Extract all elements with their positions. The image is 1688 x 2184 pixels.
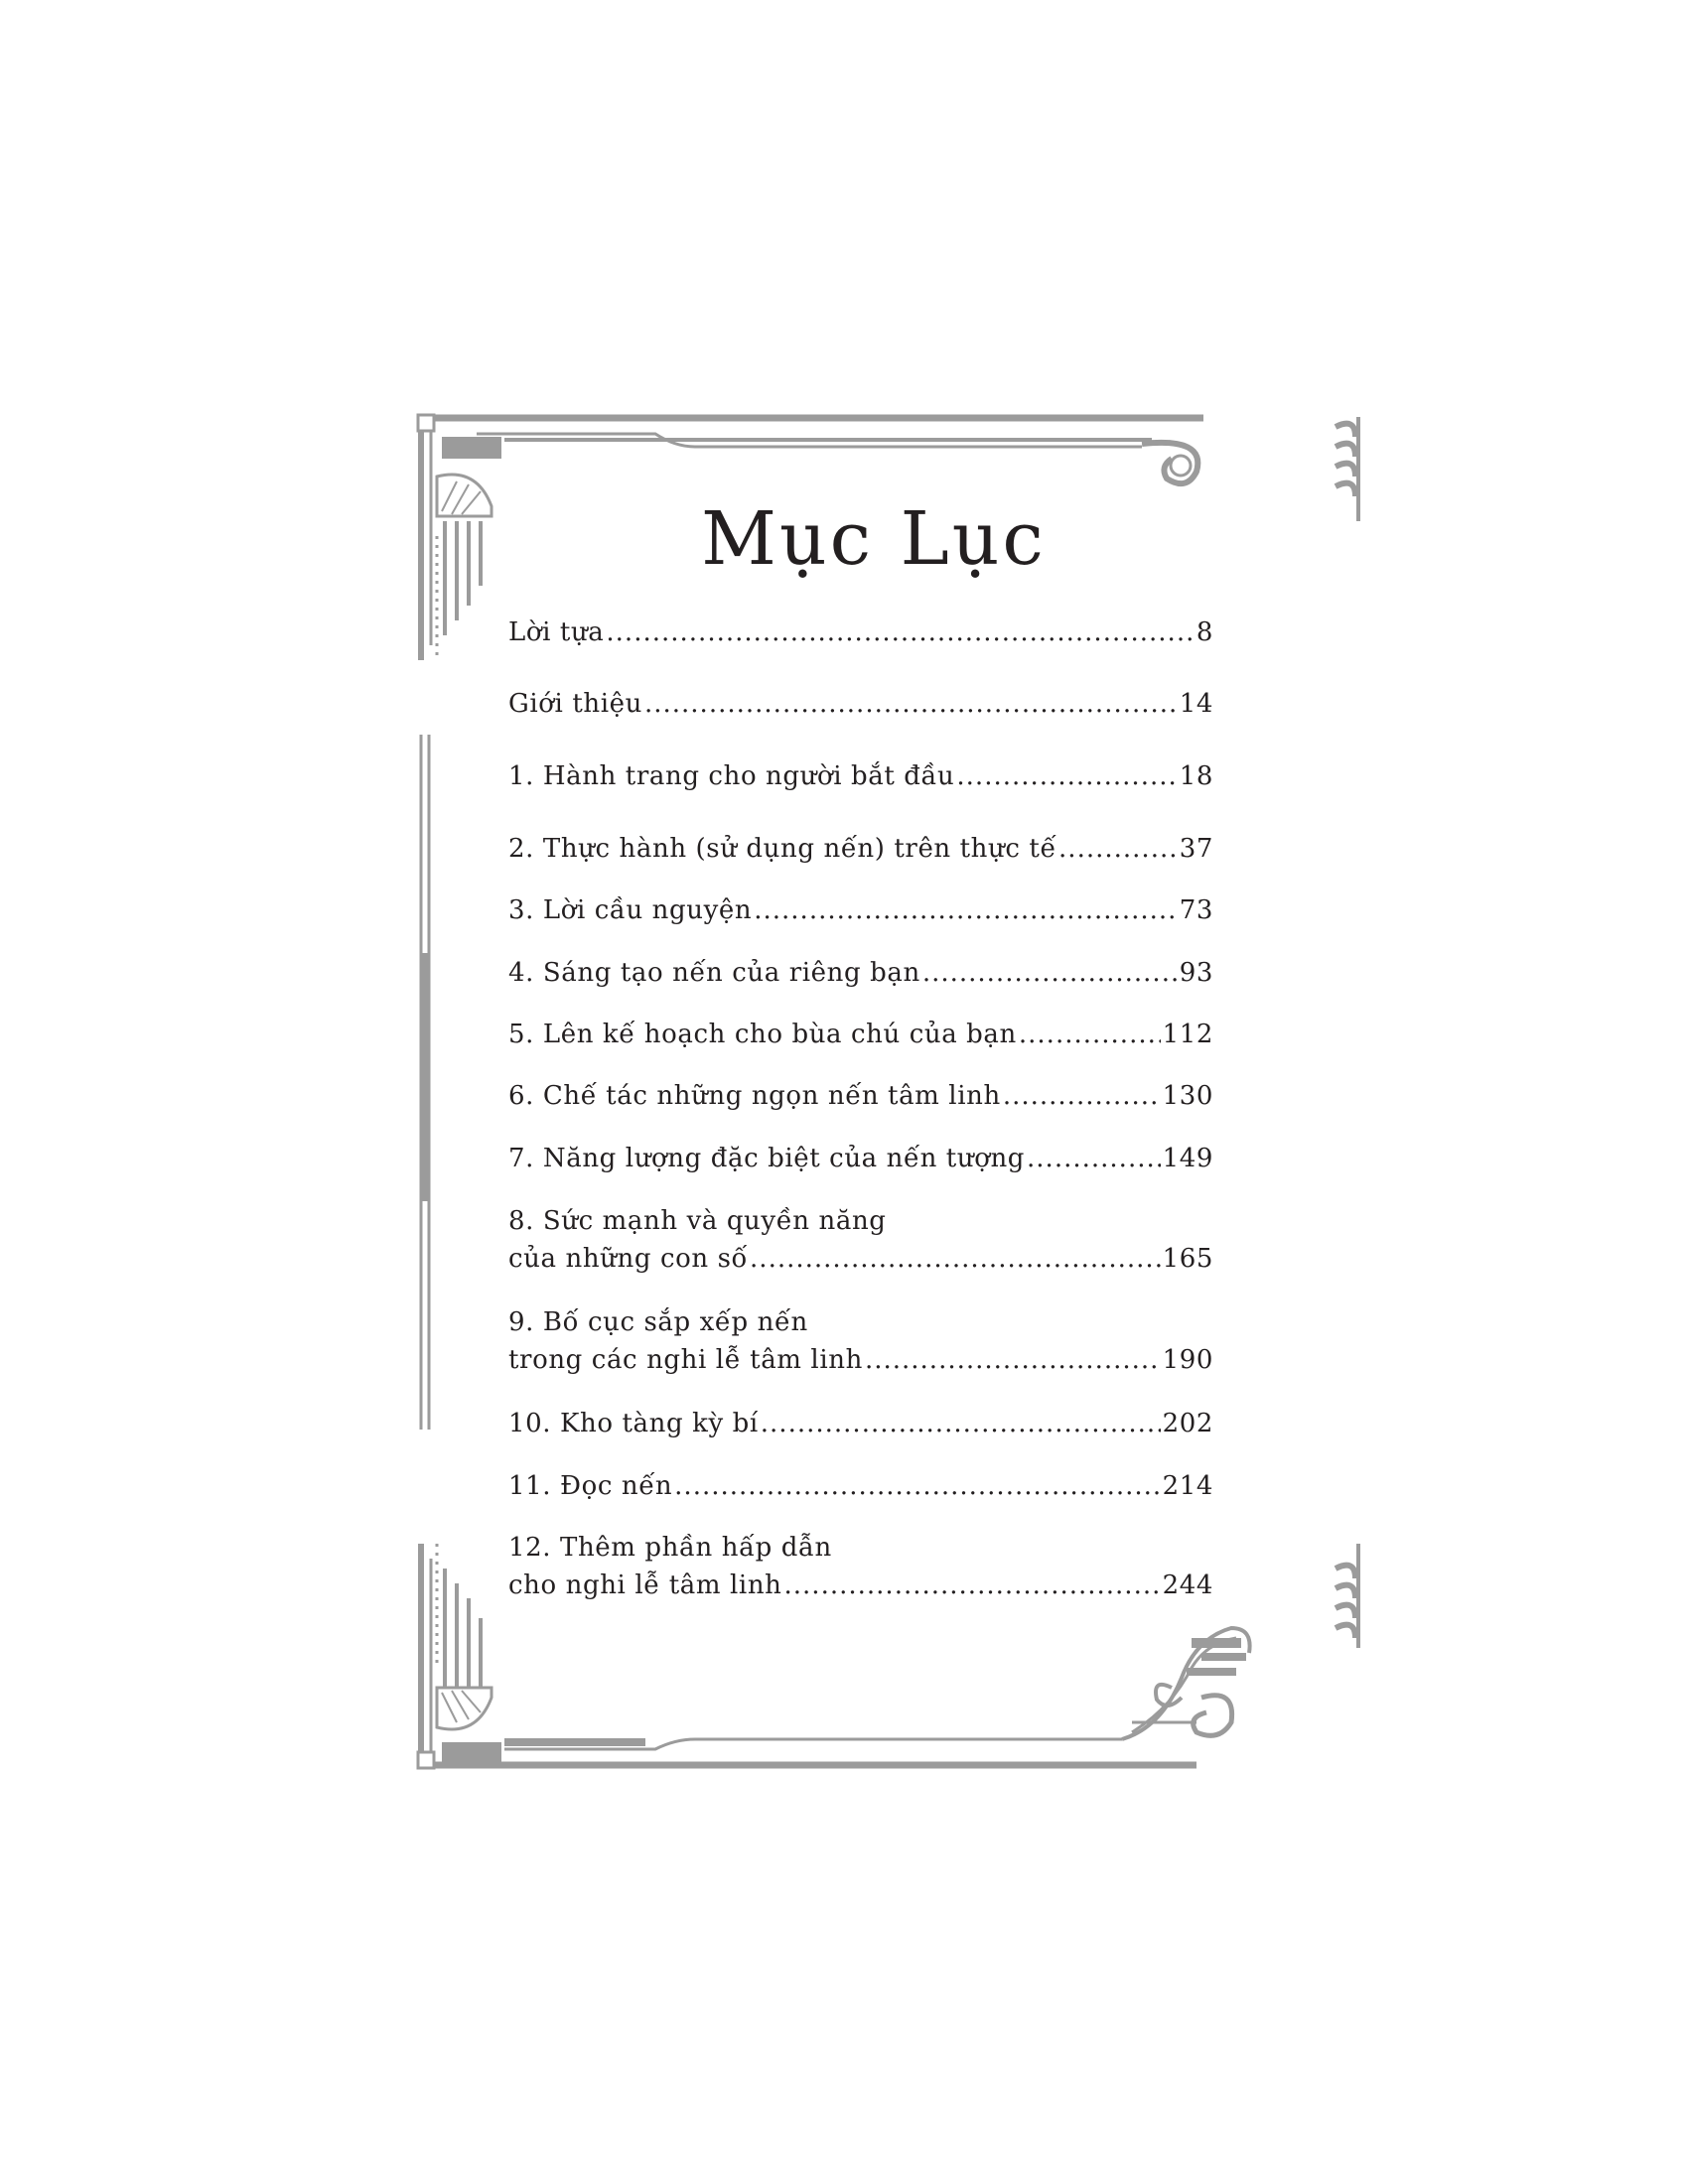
toc-page-number: 244 [1162,1570,1213,1600]
page-title: Mục Lục [701,496,1047,582]
toc-entry-chapter-3[interactable] [508,891,1213,929]
toc-page-number: 202 [1162,1409,1213,1438]
toc-entry-chapter-6[interactable] [508,1077,1213,1115]
toc-entry-title: trong các nghi lễ tâm linh [508,1345,863,1375]
leader-dots [956,757,1177,795]
toc-page-number: 190 [1162,1345,1213,1375]
toc-entry-chapter-1[interactable] [508,757,1213,795]
leader-dots [761,1405,1161,1442]
toc-entry-title: 3. Lời cầu nguyện [508,895,753,925]
toc-entry-title: 7. Năng lượng đặc biệt của nến tượng [508,1144,1026,1173]
leader-dots [606,614,1194,651]
toc-entry-chapter-7[interactable] [508,1140,1213,1177]
toc-entry-title: 1. Hành trang cho người bắt đầu [508,761,955,791]
toc-page-number: 37 [1179,834,1213,864]
toc-page-number: 8 [1196,617,1213,647]
leader-dots [1003,1077,1161,1115]
toc-entry-chapter-9[interactable] [508,1303,1213,1379]
toc-page-number: 214 [1162,1471,1213,1501]
toc-entry-chapter-8[interactable] [508,1202,1213,1278]
toc-page-number: 18 [1179,761,1213,791]
toc-page-number: 14 [1179,689,1213,719]
leader-dots [644,685,1178,723]
toc-entry-chapter-4[interactable] [508,954,1213,992]
toc-page-number: 130 [1162,1081,1213,1111]
toc-entry-title: của những con số [508,1244,749,1274]
leader-dots [922,954,1178,992]
toc-entry-chapter-12[interactable] [508,1529,1213,1604]
toc-entry-introduction[interactable] [508,685,1213,723]
toc-page-number: 112 [1162,1020,1213,1049]
toc-entry-chapter-5[interactable] [508,1016,1213,1053]
toc-entry-chapter-10[interactable] [508,1405,1213,1442]
toc-page-number: 93 [1179,958,1213,988]
toc-page-number: 149 [1162,1144,1213,1173]
toc-entry-chapter-11[interactable] [508,1467,1213,1505]
toc-entry-title: 6. Chế tác những ngọn nến tâm linh [508,1081,1001,1111]
leader-dots [750,1240,1161,1278]
leader-dots [754,891,1177,929]
leader-dots [865,1341,1161,1379]
leader-dots [784,1567,1161,1604]
toc-entry-title: 11. Đọc nến [508,1471,673,1501]
toc-entry-chapter-2[interactable] [508,830,1213,868]
toc-entry-title: 2. Thực hành (sử dụng nến) trên thực tế [508,834,1057,864]
leader-dots [1027,1140,1161,1177]
toc-entry-title: 5. Lên kế hoạch cho bùa chú của bạn [508,1020,1017,1049]
toc-entry-title: cho nghi lễ tâm linh [508,1570,782,1600]
toc-entry-title: Lời tựa [508,617,605,647]
toc-entry-title: 10. Kho tàng kỳ bí [508,1409,759,1438]
bottom-right-scroll-icon [1122,1628,1250,1739]
leader-dots [674,1467,1160,1505]
leader-dots [1058,830,1178,868]
toc-entry-title-line1: 8. Sức mạnh và quyền năng [508,1206,887,1236]
leader-dots [1019,1016,1161,1053]
toc-entry-title: Giới thiệu [508,689,642,719]
toc-entry-title-line1: 12. Thêm phần hấp dẫn [508,1533,832,1563]
toc-entry-title-line1: 9. Bố cục sắp xếp nến [508,1307,808,1337]
toc-entry-title: 4. Sáng tạo nến của riêng bạn [508,958,920,988]
toc-page-number: 73 [1179,895,1213,925]
toc-page-number: 165 [1162,1244,1213,1274]
top-right-scroll-icon [1142,443,1197,483]
toc-entry-preface[interactable] [508,614,1213,651]
